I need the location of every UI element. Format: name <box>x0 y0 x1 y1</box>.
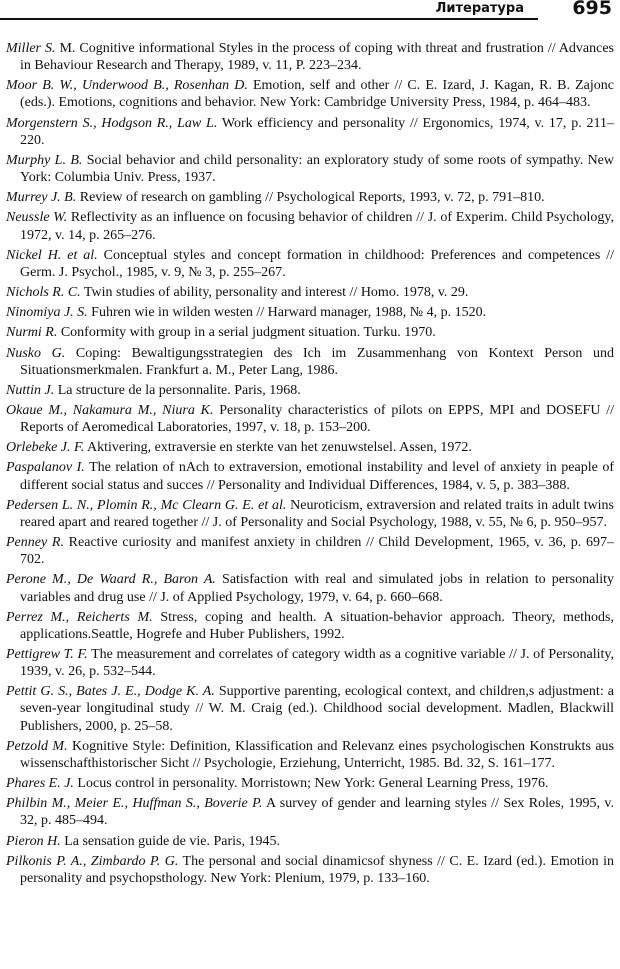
reference-entry <box>6 189 614 206</box>
reference-authors: Morgenstern S., Hodgson R., Law L. <box>6 115 218 131</box>
reference-text: Fuhren wie in wilden westen // Harward manager, 1988, № 4, p. 1520. <box>87 305 487 321</box>
reference-entry <box>6 382 614 399</box>
reference-text: Neuroticism, extraversion and related traits in adult twins reared apart and reared together // J. of Personality and Social Psychology, 1988, v. 55, № 6, p. 950–957. <box>20 497 614 530</box>
reference-text: Stress, coping and health. A situation-behavior approach. Theory, methods, applications.Seattle, Hogrefe and Huber Publishers, 1992. <box>20 609 615 642</box>
page-number: 695 <box>572 0 612 19</box>
reference-text: Aktivering, extraversie en sterkte van het zenuwstelsel. Assen, 1972. <box>84 440 472 456</box>
reference-authors: Perrez M., Reicherts M. <box>6 609 153 625</box>
reference-entry <box>6 795 614 829</box>
reference-authors: Nichols R. C. <box>6 285 81 301</box>
reference-entry <box>6 534 614 568</box>
reference-list <box>6 40 614 890</box>
reference-entry <box>6 77 614 111</box>
reference-entry <box>6 247 614 281</box>
reference-authors: Miller S. <box>6 41 56 56</box>
reference-entry <box>6 775 614 792</box>
reference-text: Emotion, self and other // C. E. Izard, J. Kagan, R. B. Zajonc (eds.). Emotions, cognitions and behavior. New York: Cambridge University Press, 1984, p. 464–483. <box>20 78 615 111</box>
running-header <box>0 0 620 24</box>
reference-entry <box>6 304 614 321</box>
section-title: Литература <box>435 1 524 16</box>
reference-authors: Nickel H. et al. <box>6 247 98 263</box>
reference-text: Reflectivity as an influence on focusing behavior of children // J. of Experim. Child Psychology, 1972, v. 14, p. 265–276. <box>20 210 614 243</box>
reference-entry <box>6 833 614 850</box>
reference-authors: Pedersen L. N., Plomin R., Mc Clearn G. E. et al. <box>6 497 287 513</box>
reference-authors: Penney R. <box>6 535 64 551</box>
reference-entry <box>6 324 614 341</box>
reference-entry <box>6 497 614 531</box>
reference-text: Social behavior and child personality: an exploratory study of some roots of sympathy. New York: Columbia Univ. Press, 1937. <box>20 152 614 186</box>
reference-text: La sensation guide de vie. Paris, 1945. <box>60 833 280 849</box>
reference-text: The measurement and correlates of category width as a cognitive variable // J. of Personality, 1939, v. 26, p. 532–544. <box>20 647 614 680</box>
reference-authors: Okaue M., Nakamura M., Niura K. <box>6 402 214 418</box>
reference-entry <box>6 571 614 605</box>
reference-entry <box>6 459 614 493</box>
reference-authors: Pettit G. S., Bates J. E., Dodge K. A. <box>6 684 215 700</box>
reference-entry <box>6 402 614 436</box>
reference-authors: Moor B. W., Underwood B., Rosenhan D. <box>6 78 248 94</box>
reference-text: Reactive curiosity and manifest anxiety in children // Child Development, 1965, v. 36, p. 697–702. <box>20 535 614 568</box>
reference-text: A survey of gender and learning styles // Sex Roles, 1995, v. 32, p. 485–494. <box>20 796 615 829</box>
reference-text: La structure de la personnalite. Paris, 1968. <box>54 382 301 398</box>
reference-text: M. Cognitive informational Styles in the process of coping with threat and frustration // Advances in Behaviour Research and Therapy, 1989, v. 11, P. 223–234. <box>20 41 615 74</box>
reference-authors: Paspalanov I. <box>6 460 85 476</box>
reference-authors: Phares E. J. <box>6 776 74 792</box>
reference-entry <box>6 40 614 74</box>
reference-entry <box>6 683 614 734</box>
reference-entry <box>6 738 614 772</box>
reference-text: Conceptual styles and concept formation in childhood: Preferences and competences // Germ. J. Psychol., 1985, v. 9, № 3, p. 255–267. <box>20 247 614 280</box>
reference-authors: Nuttin J. <box>6 382 55 398</box>
reference-authors: Murrey J. B. <box>6 190 77 206</box>
reference-entry <box>6 115 614 149</box>
reference-text: The personal and social dinamicsof shyness // C. E. Izard (ed.). Emotion in personality and psychopsthology. New York: Plenium, 1979, p. 133–160. <box>20 853 614 886</box>
reference-authors: Perone M., De Waard R., Baron A. <box>6 572 216 588</box>
reference-text: Conformity with group in a serial judgment situation. Turku. 1970. <box>57 325 436 341</box>
reference-entry <box>6 284 614 301</box>
reference-authors: Philbin M., Meier E., Huffman S., Boverie P. <box>6 796 263 812</box>
reference-text: Personality characteristics of pilots on EPPS, MPI and DOSEFU // Reports of Aeromedical Laboratories, 1997, v. 18, p. 153–200. <box>20 402 614 436</box>
reference-authors: Ninomiya J. S. <box>6 305 88 321</box>
header-rule <box>0 18 538 20</box>
reference-authors: Orlebeke J. F. <box>6 440 85 456</box>
reference-text: Work efficiency and personality // Ergonomics, 1974, v. 17, p. 211–220. <box>20 115 614 148</box>
reference-authors: Nusko G. <box>6 345 66 361</box>
reference-text: Review of research on gambling // Psychological Reports, 1993, v. 72, p. 791–810. <box>76 190 545 206</box>
reference-authors: Neussle W. <box>6 210 68 226</box>
reference-entry <box>6 646 614 680</box>
reference-text: The relation of nAch to extraversion, emotional instability and level of anxiety in peaple of different social status and succes // Personality and Individual Differences, 1984, v. 5, p. 383–388. <box>20 460 615 493</box>
reference-entry <box>6 609 614 643</box>
reference-entry <box>6 209 614 243</box>
reference-authors: Murphy L. B. <box>6 152 83 168</box>
reference-text: Coping: Bewaltigungsstrategien des Ich im Zusammenhang von Kontext Person und Situationsmerkmalen. Frankfurt a. M., Peter Lang, 1986. <box>20 345 614 378</box>
reference-text: Kognitive Style: Definition, Klassification and Relevanz eines psychologischen Konstrukts aus wissenschafthistorischer Sicht // Psychologie, Erziehung, Unterricht, 1985. Bd. 32, S. 161–177. <box>20 738 614 771</box>
reference-text: Satisfaction with real and simulated jobs in relation to personality variables and drug use // J. of Applied Psychology, 1979, v. 64, p. 660–668. <box>20 572 615 605</box>
reference-entry <box>6 853 614 887</box>
reference-authors: Pettigrew T. F. <box>6 647 88 662</box>
reference-text: Twin studies of ability, personality and interest // Homo. 1978, v. 29. <box>80 285 469 301</box>
reference-entry <box>6 152 614 186</box>
reference-entry <box>6 439 614 456</box>
reference-authors: Petzold M. <box>6 738 68 754</box>
reference-text: Locus control in personality. Morristown; New York: General Learning Press, 1976. <box>73 776 549 792</box>
reference-authors: Pilkonis P. A., Zimbardo P. G. <box>6 853 179 869</box>
reference-authors: Nurmi R. <box>6 325 58 341</box>
reference-authors: Pieron H. <box>6 833 61 849</box>
reference-entry <box>6 345 614 379</box>
reference-text: Supportive parenting, ecological context, and children,s adjustment: a seven-year longitudinal study // W. M. Craig (ed.). Childhood social development. Madlen, Blackwill Publishers, 2000, p. 25–58. <box>20 684 614 734</box>
